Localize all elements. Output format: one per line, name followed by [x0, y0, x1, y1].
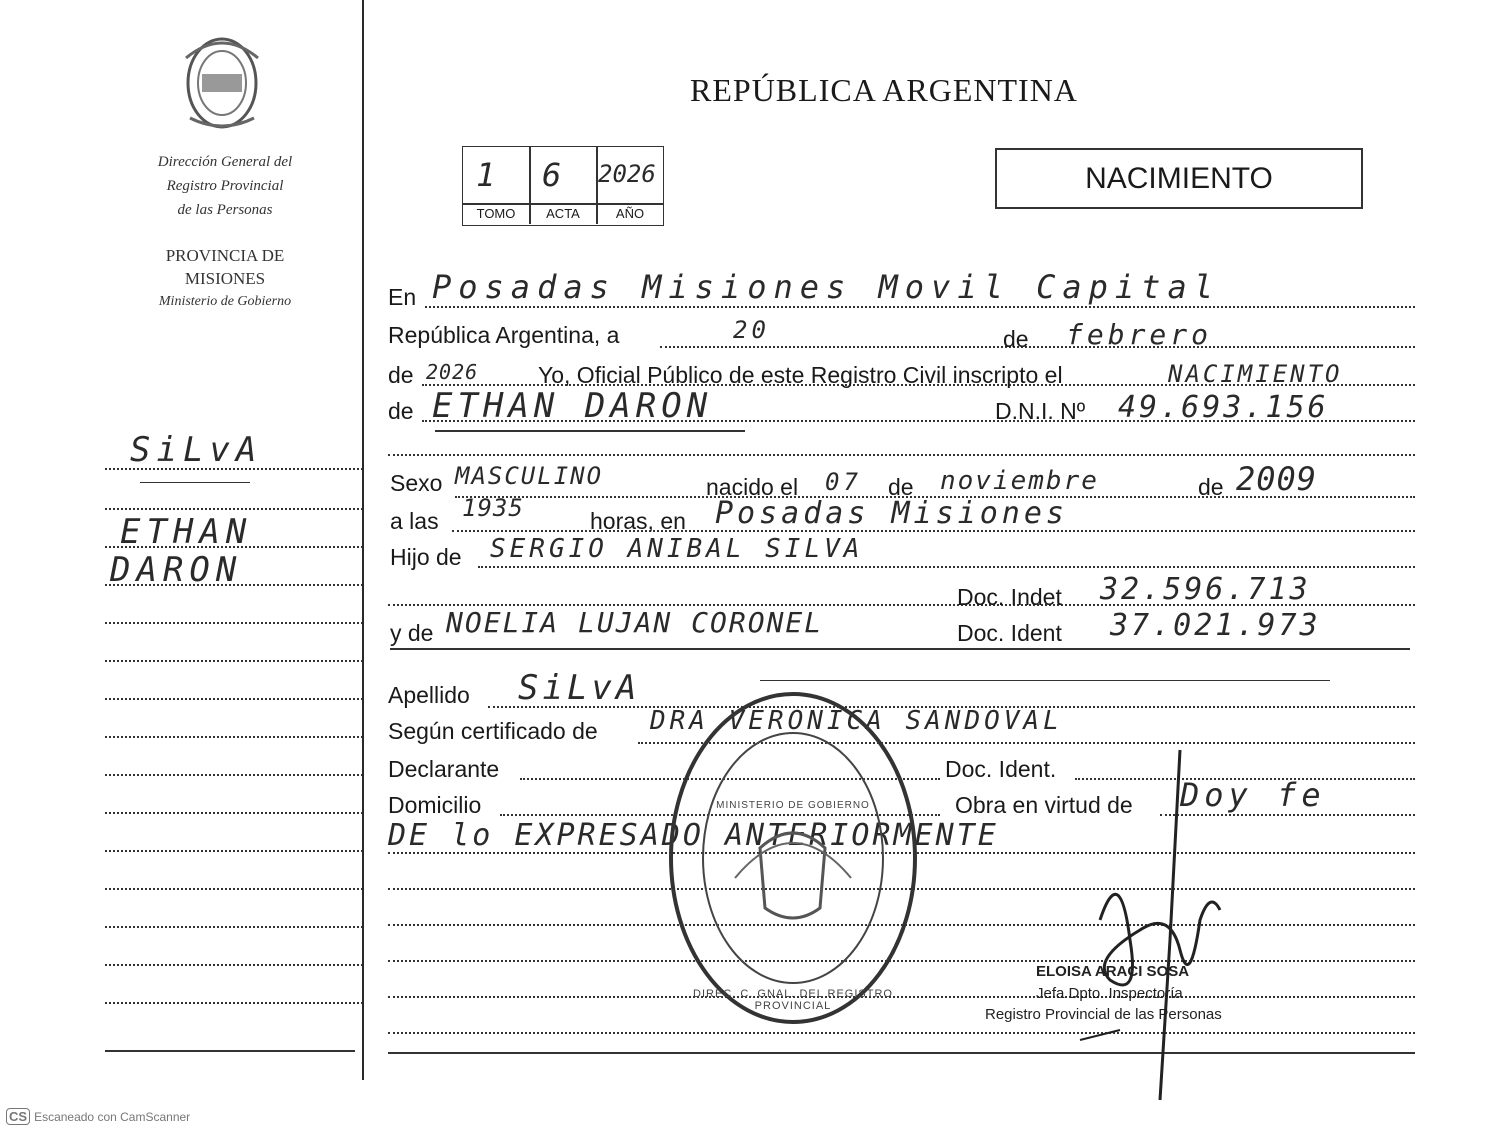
de3-label: de [388, 398, 414, 424]
signature-scribble [1060, 740, 1230, 1110]
sidebar-name-2: DARON [110, 550, 243, 590]
birth-day: 07 [825, 468, 862, 496]
place-value: Posadas Misiones [715, 496, 1068, 531]
person-value: ETHAN DARON [432, 386, 713, 426]
scanner-text: Escaneado con CamScanner [34, 1110, 191, 1124]
de5-label: de [1198, 474, 1224, 500]
dni-label: D.N.I. Nº [995, 398, 1086, 424]
doc1-label: Doc. Indet [957, 584, 1062, 610]
certificate-type-box [995, 148, 1363, 209]
office-line: de las Personas [177, 202, 273, 218]
certificate-type: NACIMIENTO [1085, 162, 1273, 195]
father-value: SERGIO ANIBAL SILVA [490, 534, 864, 564]
doc1-value: 32.596.713 [1100, 572, 1311, 607]
mother-value: NOELIA LUJAN CORONEL [446, 606, 824, 639]
docident-label: Doc. Ident. [945, 756, 1057, 782]
hijo-label: Hijo de [390, 544, 462, 570]
coat-of-arms-icon [176, 28, 268, 134]
registry-office [130, 150, 320, 222]
signatory-name: ELOISA ARACI SOSA [1036, 963, 1190, 980]
alas-label: a las [390, 508, 439, 534]
sexo-label: Sexo [390, 470, 443, 496]
camscanner-icon: CS [6, 1108, 30, 1125]
office-line: Registro Provincial [166, 178, 284, 194]
declarante-label: Declarante [388, 756, 500, 782]
nacido-label: nacido el [706, 474, 799, 500]
apellido-label: Apellido [388, 682, 470, 708]
apellido-value: SiLvA [518, 668, 641, 708]
de4-label: de [888, 474, 914, 500]
doc2-value: 37.021.973 [1110, 608, 1321, 643]
sexo-value: MASCULINO [455, 462, 604, 490]
yo-text: Yo, Oficial Público de este Registro Civil inscripto el [538, 362, 1063, 388]
province-block [130, 244, 320, 313]
scanner-watermark [6, 1108, 190, 1125]
sidebar-name-1: ETHAN [120, 512, 253, 552]
anio-label: AÑO [615, 206, 645, 221]
province-line: PROVINCIA DE [165, 246, 285, 265]
segun-value: DRA VERONICA SANDOVAL [650, 706, 1063, 736]
year-value: 2026 [426, 360, 479, 384]
signatory-office: Registro Provincial de las Personas [985, 1006, 1222, 1023]
acta-value: 6 [542, 156, 566, 194]
sidebar-surname: SiLvA [130, 430, 263, 470]
anio-value: 2026 [598, 160, 656, 188]
dni-value: 49.693.156 [1118, 390, 1329, 425]
office-line: Dirección General del [157, 154, 293, 170]
country-title: REPÚBLICA ARGENTINA [690, 72, 1078, 108]
act-value: NACIMIENTO [1168, 360, 1343, 388]
extra-value: DE lo EXPRESADO ANTERIORMENTE [388, 818, 999, 853]
en-label: En [388, 284, 417, 310]
de-label: de [1003, 326, 1029, 352]
ministry-line: Ministerio de Gobierno [158, 294, 292, 309]
doc2-label: Doc. Ident [957, 620, 1062, 646]
month-value: febrero [1066, 318, 1213, 351]
yde-label: y de [390, 620, 434, 646]
domicilio-label: Domicilio [388, 792, 482, 818]
acta-label: ACTA [546, 206, 580, 221]
day-value: 20 [733, 316, 770, 344]
stamp-inner-text: MINISTERIO DE GOBIERNO [716, 800, 870, 811]
hour-value: 1935 [462, 494, 524, 522]
obra-value: Doy fe [1180, 776, 1326, 814]
horas-label: horas, en [590, 508, 686, 534]
birth-month: noviembre [940, 466, 1099, 496]
tomo-value: 1 [476, 156, 500, 194]
signatory-role: Jefa Dpto. Inspectoría [1036, 985, 1183, 1002]
obra-label: Obra en virtud de [955, 792, 1133, 818]
underline [140, 482, 250, 483]
province-line: MISIONES [184, 269, 266, 288]
official-stamp [665, 688, 920, 1028]
margin-divider [362, 0, 364, 1080]
en-value: Posadas Misiones Movil Capital [432, 268, 1220, 306]
segun-label: Según certificado de [388, 718, 598, 744]
de2-label: de [388, 362, 414, 388]
tomo-label: TOMO [476, 206, 516, 221]
birth-year: 2009 [1236, 460, 1318, 498]
republica-label: República Argentina, a [388, 322, 620, 348]
stamp-text: DIREC. C. GNAL. DEL REGISTRO PROVINCIAL [693, 988, 893, 1012]
